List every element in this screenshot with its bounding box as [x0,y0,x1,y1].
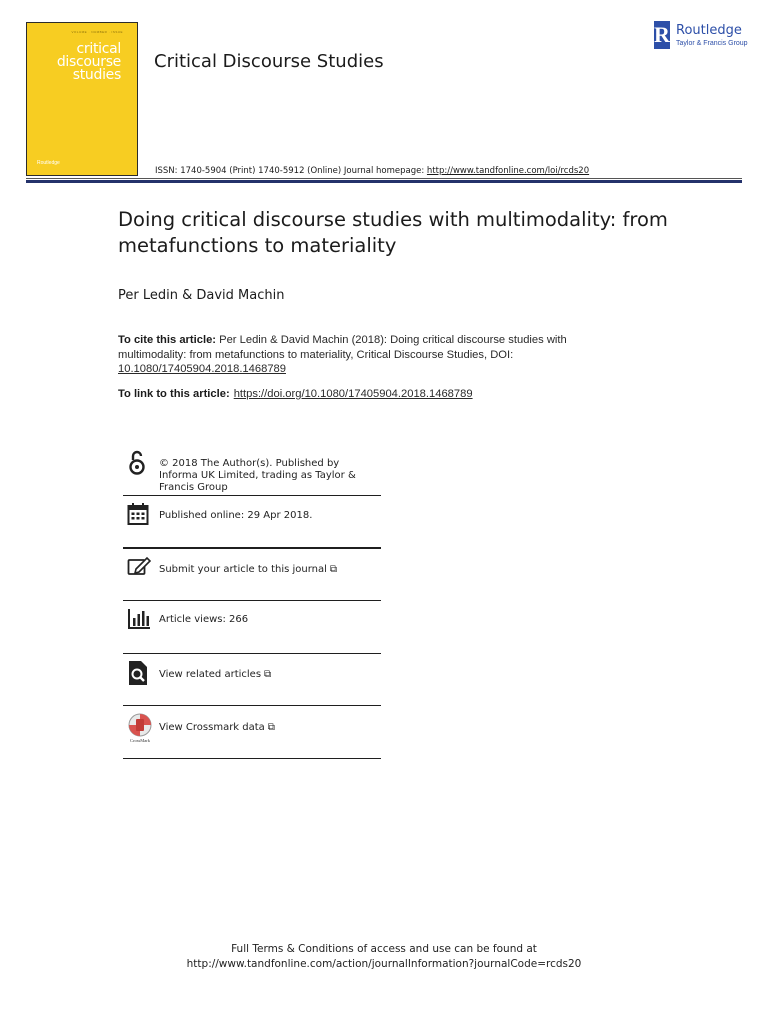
article-title: Doing critical discourse studies with multimodality: from metafunctions to materiality [118,208,668,257]
open-access-icon [127,450,151,476]
link-label: To link to this article: [118,388,230,400]
license-row [123,450,381,494]
terms-url[interactable]: http://www.tandfonline.com/action/journalInformation?journalCode=rcds20 [186,958,582,970]
citation-text: Per Ledin & David Machin (2018): Doing critical discourse studies with multimodality: from metafunctions to materiality, Critical Discourse Studies, DOI: [118,334,567,361]
article-link-line [118,388,473,400]
cover-title [57,43,121,82]
citation-label: To cite this article: [118,334,217,346]
divider [123,705,381,706]
divider [123,653,381,654]
submit-article-label: Submit your article to this journal [159,564,327,575]
citation-doi-link[interactable]: 10.1080/17405904.2018.1468789 [118,363,286,375]
article-doi-url[interactable]: https://doi.org/10.1080/17405904.2018.1468789 [233,388,473,400]
bar-chart-icon [127,608,151,634]
external-link-icon: ⧉ [264,669,272,680]
divider [123,758,381,759]
crossmark-link[interactable] [159,722,275,734]
cover-title-line-3: studies [72,67,121,83]
routledge-logo-icon: R [654,22,670,47]
published-date: Published online: 29 Apr 2018. [159,510,313,521]
divider [123,495,381,496]
header-rule-thick [26,180,742,183]
crossmark-row[interactable] [123,713,381,753]
terms-line-1: Full Terms & Conditions of access and use can be found at [231,943,537,955]
journal-title: Critical Discourse Studies [154,51,384,72]
cover-publisher: Routledge [37,160,60,166]
divider [123,547,381,549]
related-articles-link[interactable] [159,669,271,681]
crossmark-icon [127,713,151,743]
article-authors: Per Ledin & David Machin [118,288,285,303]
edit-icon [127,556,151,582]
published-row [123,502,381,542]
terms-footer [0,942,768,972]
related-articles-label: View related articles [159,669,262,680]
submit-article-row[interactable] [123,556,381,596]
journal-homepage-link[interactable]: http://www.tandfonline.com/loi/rcds20 [426,166,590,176]
cover-top-text: VOLUME · NUMBER · ISSUE [71,30,123,34]
external-link-icon: ⧉ [329,564,338,575]
publisher-name: Routledge [676,23,742,38]
header-rule-thin [26,178,742,179]
crossmark-label: View Crossmark data [159,722,265,733]
cover-title-line-2: discourse [56,54,121,70]
issn-text: ISSN: 1740-5904 (Print) 1740-5912 (Online) Journal homepage: [155,166,427,176]
article-views-row [123,608,381,648]
external-link-icon: ⧉ [267,722,275,733]
cover-title-line-1: critical [76,41,121,57]
submit-article-link[interactable] [159,564,337,576]
article-views: Article views: 266 [159,614,249,625]
journal-cover [26,22,138,176]
citation-block [118,333,588,377]
calendar-icon [127,502,151,528]
license-text: © 2018 The Author(s). Published by Informa UK Limited, trading as Taylor & Francis Group [159,458,356,493]
publisher-tagline: Taylor & Francis Group [676,40,748,47]
divider [123,600,381,601]
related-articles-icon [127,660,151,686]
crossmark-badge-text: CrossMark [130,738,150,743]
related-articles-row[interactable] [123,660,381,700]
issn-line [155,166,589,176]
